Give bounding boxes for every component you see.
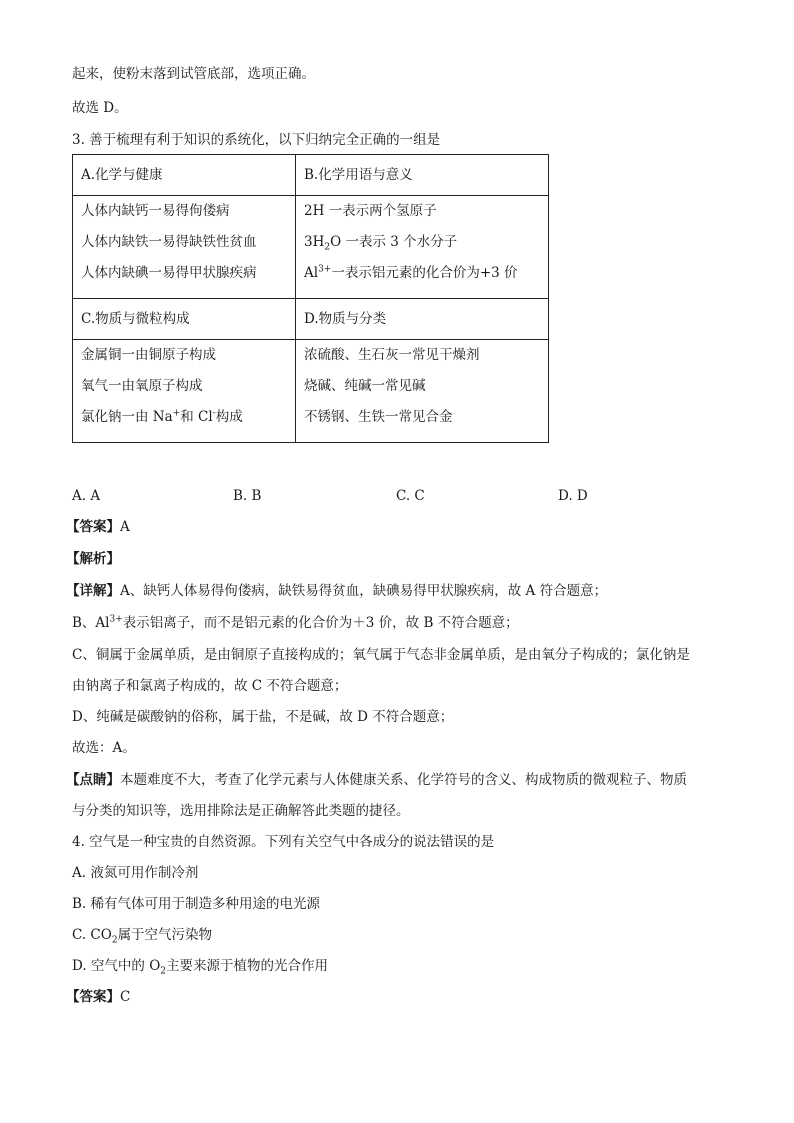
cell-line: 人体内缺铁一易得缺铁性贫血 — [81, 234, 257, 250]
answer-4: 【答案】C — [66, 989, 131, 1005]
cell-line: 金属铜一由铜原子构成 — [81, 347, 216, 363]
question-3-stem: 3. 善于梳理有利于知识的系统化，以下归纳完全正确的一组是 — [72, 132, 441, 148]
cell-line: $Al^{3+}$一表示铝元素的化合价为+3 价 — [304, 264, 518, 281]
detail-conclusion: 故选：A。 — [72, 740, 136, 756]
cell-line: 浓硫酸、生石灰一常见干燥剂 — [304, 347, 480, 363]
cell-line: $3H_2O$ 一表示 3 个水分子 — [304, 234, 458, 253]
choice-d: D. D — [558, 488, 588, 504]
analysis-label: 【解析】 — [66, 551, 120, 567]
question-4-option-b: B. 稀有气体可用于制造多种用途的电光源 — [72, 896, 321, 912]
question-4-option-d: D. 空气中的 $O_2$主要来源于植物的光合作用 — [72, 958, 329, 977]
cell-line: 氧气一由氧原子构成 — [81, 378, 203, 394]
table-cell-b — [296, 196, 549, 299]
comment-line1: 【点睛】本题难度不大，考查了化学元素与人体健康关系、化学符号的含义、构成物质的微观粒子、物质 — [66, 772, 687, 788]
table-cell-a — [73, 196, 296, 299]
question-4-stem: 4. 空气是一种宝贵的自然资源。下列有关空气中各成分的说法错误的是 — [72, 834, 495, 850]
detail-a: 【详解】A、缺钙人体易得佝偻病，缺铁易得贫血，缺碘易得甲状腺疾病，故 A 符合题意； — [66, 583, 608, 599]
summary-table — [72, 154, 549, 443]
text-line: 起来，使粉末落到试管底部，选项正确。 — [72, 66, 315, 82]
choice-c: C. C — [396, 488, 425, 504]
cell-line: 人体内缺碘一易得甲状腺疾病 — [81, 265, 257, 281]
table-header-c: C.物质与微粒构成 — [73, 299, 296, 340]
cell-line: 2H 一表示两个氢原子 — [304, 203, 437, 219]
cell-line: 人体内缺钙一易得佝偻病 — [81, 203, 230, 219]
question-4-option-c: C. $CO_2$属于空气污染物 — [72, 927, 213, 946]
choice-a: A. A — [72, 488, 101, 504]
detail-c-line1: C、铜属于金属单质，是由铜原子直接构成的；氧气属于气态非金属单质，是由氧分子构成的；氯化钠是 — [72, 647, 690, 663]
table-header-b: B.化学用语与意义 — [296, 155, 549, 196]
choice-b: B. B — [233, 488, 262, 504]
detail-c-line2: 由钠离子和氯离子构成的，故 C 不符合题意； — [72, 678, 348, 694]
detail-d: D、纯碱是碳酸钠的俗称，属于盐，不是碱，故 D 不符合题意； — [72, 709, 454, 725]
answer-3: 【答案】A — [66, 519, 130, 535]
table-header-d: D.物质与分类 — [296, 299, 549, 340]
comment-line2: 与分类的知识等，选用排除法是正确解答此类题的捷径。 — [72, 803, 410, 819]
question-4-option-a: A. 液氮可用作制冷剂 — [72, 865, 199, 881]
table-cell-c — [73, 340, 296, 443]
table-cell-d — [296, 340, 549, 443]
cell-line: 氯化钠一由 Na+和 Cl-构成 — [81, 408, 243, 425]
cell-line: 烧碱、纯碱一常见碱 — [304, 378, 426, 394]
text-line: 故选 D。 — [72, 100, 128, 116]
table-header-a: A.化学与健康 — [73, 155, 296, 196]
cell-line: 不锈钢、生铁一常见合金 — [304, 409, 453, 425]
detail-b: B、$Al^{3+}$表示铝离子，而不是铝元素的化合价为＋3 价，故 B 不符合题意； — [72, 614, 519, 631]
